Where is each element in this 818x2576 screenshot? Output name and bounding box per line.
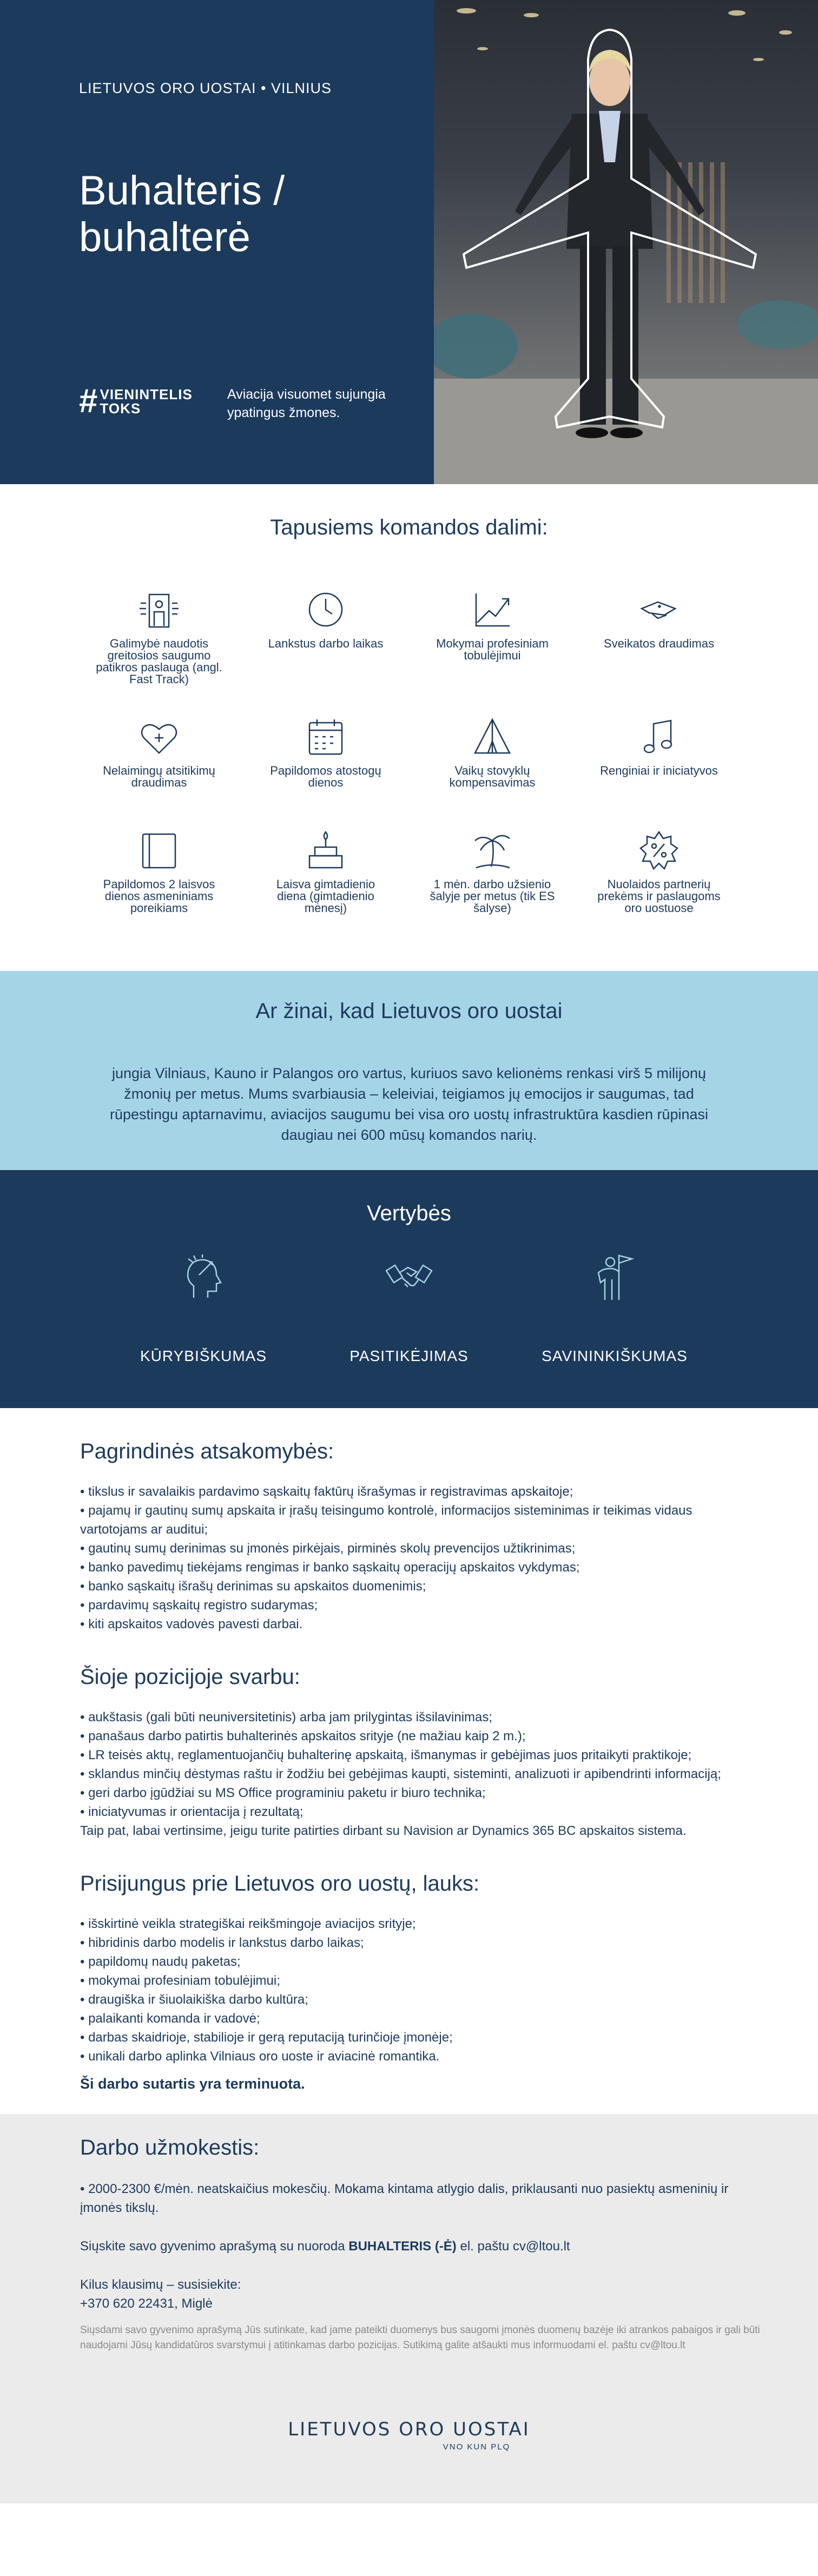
salary-section	[0, 2114, 818, 2504]
birthday-cake-icon	[303, 828, 348, 873]
list-item: • pardavimų sąskaitų registro sudarymas;	[80, 1596, 738, 1615]
handshake-icon	[383, 1251, 435, 1303]
benefit-label: Mokymai profesiniam tobulėjimui	[436, 637, 549, 662]
benefit-label: Nuolaidos partnerių prekėms ir paslaugoms oro uostuose	[597, 877, 721, 915]
benefit-label: Galimybė naudotis greitosios saugumo patikros paslauga (angl. Fast Track)	[96, 637, 222, 686]
growth-chart-icon	[470, 587, 515, 632]
list-item: • sklandus minčių dėstymas raštu ir žodžiu bei gebėjimas kaupti, sisteminti, analizuoti ir apibendrinti informaciją;	[80, 1765, 738, 1784]
value-item	[328, 1251, 490, 1365]
apply-prefix: Siųskite savo gyvenimo aprašymą su nuoroda	[80, 2239, 349, 2254]
questions-label: Kilus klausimų – susisiekite:	[80, 2277, 241, 2292]
list-item: • LR teisės aktų, reglamentuojančių buhalterinę apskaitą, išmanymas ir gebėjimas juos pritaikyti praktikoje;	[80, 1746, 738, 1765]
benefit-label: Sveikatos draudimas	[603, 637, 715, 650]
benefit-item	[409, 828, 576, 941]
questions-contact: +370 620 22431, Miglė	[80, 2296, 213, 2311]
creativity-icon	[177, 1251, 229, 1303]
hashtag-word-1: VIENINTELIS	[100, 386, 193, 402]
list-item: • banko pavedimų tiekėjams rengimas ir banko sąskaitų operacijų apskaitos vykdymas;	[80, 1558, 738, 1577]
benefit-label: Papildomos 2 laisvos dienos asmeniniams poreikiams	[103, 877, 215, 915]
list-item: • aukštasis (gali būti neuniversitetinis) arba jam prilygintas išsilavinimas;	[80, 1708, 738, 1727]
benefit-item	[76, 828, 242, 941]
benefits-section	[0, 484, 818, 971]
salary-title: Darbo užmokestis:	[80, 2136, 260, 2159]
contact-info	[80, 2275, 738, 2313]
benefit-label: Renginiai ir iniciatyvos	[600, 764, 718, 777]
contract-note: Ši darbo sutartis yra terminuota.	[80, 2076, 305, 2092]
list-item: • panašaus darbo patirtis buhalterinės apskaitos srityje (ne mažiau kaip 2 m.);	[80, 1727, 738, 1746]
value-label: KŪRYBIŠKUMAS	[140, 1348, 267, 1364]
benefit-item	[409, 587, 576, 714]
values-title: Vertybės	[367, 1201, 451, 1225]
hero-photo	[434, 0, 818, 484]
list-item: • hibridinis darbo modelis ir lankstus darbo laikas;	[80, 1933, 738, 1952]
tent-icon	[470, 714, 515, 759]
list-item: • banko sąskaitų išrašų derinimas su apskaitos duomenimis;	[80, 1577, 738, 1596]
requirements-list	[80, 1708, 738, 1821]
values-grid	[122, 1251, 696, 1365]
list-item: • draugiška ir šiuolaikiška darbo kultūra;	[80, 1990, 738, 2009]
benefit-item	[576, 828, 742, 941]
list-item: • darbas skaidrioje, stabilioje ir gerą reputaciją turinčioje įmonėje;	[80, 2028, 738, 2047]
value-label: SAVININKIŠKUMAS	[542, 1348, 688, 1364]
benefit-item	[76, 587, 242, 714]
benefit-item	[242, 714, 409, 828]
list-item: • tikslus ir savalaikis pardavimo sąskaitų faktūrų išrašymas ir registravimas apskaitoje;	[80, 1482, 738, 1501]
logo-subtitle: VNO KUN PLQ	[443, 2442, 511, 2452]
benefit-item	[576, 587, 742, 714]
calendar-icon	[303, 714, 348, 759]
discount-badge-icon	[636, 828, 682, 873]
apply-instructions	[80, 2237, 738, 2256]
benefit-label: Vaikų stovyklų kompensavimas	[449, 764, 536, 789]
benefit-item	[76, 714, 242, 828]
book-icon	[136, 828, 182, 873]
company-logo	[0, 2419, 818, 2452]
value-item	[533, 1251, 696, 1365]
list-item: • mokymai profesiniam tobulėjimui;	[80, 1971, 738, 1990]
list-item: • gautinų sumų derinimas su įmonės pirkėjais, pirminės skolų prevencijos užtikrinimas;	[80, 1539, 738, 1558]
list-item: • išskirtinė veikla strategiškai reikšmingoje aviacijos srityje;	[80, 1914, 738, 1933]
hashtag-logo	[79, 382, 193, 420]
requirements-note: Taip pat, labai vertinsime, jeigu turite patirties dirbant su Navision ar Dynamics 365 BC apskaitos sistema.	[80, 1824, 687, 1838]
offer-title: Prisijungus prie Lietuvos oro uostų, lauks:	[80, 1872, 480, 1895]
salary-text: • 2000-2300 €/mėn. neatskaičius mokesčių. Mokama kintama atlygio dalis, priklausanti nuo pasiektų asmeninių ir įmonės tikslų.	[80, 2182, 729, 2215]
hashtag-icon: #	[79, 382, 98, 420]
list-item: • unikali darbo aplinka Vilniaus oro uoste ir aviacinė romantika.	[80, 2047, 738, 2066]
job-details	[0, 1408, 818, 2114]
heart-plus-icon	[136, 714, 182, 759]
apply-email[interactable]: el. paštu cv@ltou.lt	[456, 2239, 570, 2254]
benefit-item	[242, 828, 409, 941]
benefits-grid	[76, 587, 742, 941]
list-item: • kiti apskaitos vadovės pavesti darbai.	[80, 1615, 738, 1634]
list-item: • palaikanti komanda ir vadovė;	[80, 2009, 738, 2028]
employee-photo-illustration	[434, 0, 818, 484]
about-title: Ar žinai, kad Lietuvos oro uostai	[255, 999, 563, 1023]
requirements-title: Šioje pozicijoje svarbu:	[80, 1665, 300, 1689]
benefit-label: Laisva gimtadienio diena (gimtadienio mėnesį)	[276, 877, 375, 915]
hero-eyebrow: LIETUVOS ORO UOSTAI • VILNIUS	[79, 80, 332, 96]
value-label: PASITIKĖJIMAS	[349, 1348, 469, 1364]
list-item: • iniciatyvumas ir orientacija į rezultatą;	[80, 1802, 738, 1821]
about-section	[0, 971, 818, 1170]
responsibilities-title: Pagrindinės atsakomybės:	[80, 1439, 334, 1463]
benefit-item	[409, 714, 576, 828]
list-item: • pajamų ir gautinų sumų apskaita ir įrašų teisingumo kontrolė, informacijos sisteminimas ir teikimas vidaus vartotojams ar auditui;	[80, 1501, 738, 1539]
benefit-label: Nelaimingų atsitikimų draudimas	[103, 764, 215, 789]
music-note-icon	[636, 714, 682, 759]
responsibilities-list	[80, 1482, 738, 1634]
list-item: • papildomų naudų paketas;	[80, 1952, 738, 1971]
benefit-label: 1 mėn. darbo užsienio šalyje per metus (tik ES šalyse)	[430, 877, 555, 915]
value-item	[122, 1251, 285, 1365]
hero-text-panel	[0, 0, 434, 484]
benefit-item	[576, 714, 742, 828]
about-text: jungia Vilniaus, Kauno ir Palangos oro vartus, kuriuos savo kelionėms renkasi virš 5 milijonų žmonių per metus. Mums svarbiausia – keleiviai, teigiamos jų emocijos ir saugumas, tad rūpestingu aptarnavimu, aviacijos saugumu bei visa oro uostų infrastruktūra kasdien rūpinasi daugiau nei 600 mūsų komandos narių.	[109, 1065, 709, 1143]
hero-tagline: Aviacija visuomet sujungia ypatingus žmones.	[227, 387, 386, 420]
health-hand-icon	[636, 587, 682, 632]
fast-track-icon	[136, 587, 182, 632]
privacy-note: Siųsdami savo gyvenimo aprašymą Jūs sutinkate, kad jame pateikti duomenys bus saugomi įmonės duomenų bazėje iki atrankos pabaigos ir gali būti naudojami Jūsų kandidatūros svarstymui į atitinkamas darbo pozicijas. Sutikimą galite atšaukti mus informuodami el. paštu cv@ltou.lt	[80, 2324, 760, 2351]
logo-wordmark: LIETUVOS ORO UOSTAI	[288, 2419, 530, 2440]
clock-icon	[303, 587, 348, 632]
hero-banner	[0, 0, 818, 484]
palm-tree-icon	[470, 828, 515, 873]
values-section	[0, 1170, 818, 1408]
benefit-label: Lankstus darbo laikas	[268, 637, 384, 650]
benefits-title: Tapusiems komandos dalimi:	[270, 516, 548, 539]
hashtag-word-2: TOKS	[100, 400, 141, 417]
benefit-label: Papildomos atostogų dienos	[270, 764, 381, 789]
offer-list	[80, 1914, 738, 2066]
benefit-item	[242, 587, 409, 714]
list-item: • geri darbo įgūdžiai su MS Office programiniu paketu ir biuro technika;	[80, 1784, 738, 1802]
ownership-flag-icon	[589, 1251, 641, 1303]
job-title: Buhalteris / buhalterė	[79, 168, 285, 260]
apply-reference: BUHALTERIS (-Ė)	[348, 2239, 457, 2254]
